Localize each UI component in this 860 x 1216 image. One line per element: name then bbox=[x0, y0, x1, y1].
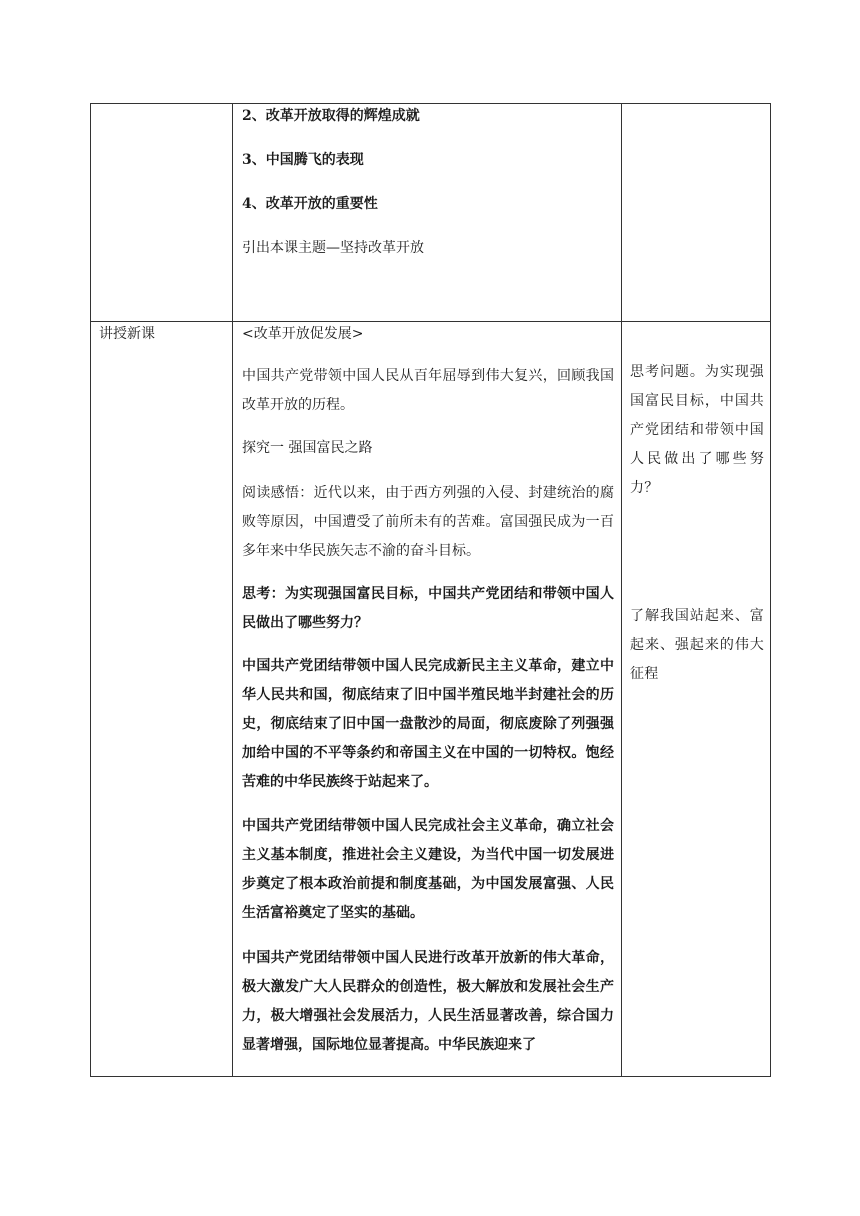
table-row bbox=[91, 322, 771, 1077]
outline-item: 3、中国腾飞的表现 bbox=[242, 152, 364, 168]
question-paragraph: 思考：为实现强国富民目标，中国共产党团结和带领中国人民做出了哪些努力？ bbox=[242, 586, 614, 631]
reading-paragraph: 阅读感悟：近代以来，由于西方列强的入侵、封建统治的腐败等原因，中国遭受了前所未有的苦难。富国强民成为一百多年来中华民族矢志不渝的奋斗目标。 bbox=[242, 485, 614, 559]
topic-intro: 引出本课主题—坚持改革开放 bbox=[242, 240, 424, 256]
intent-note: 思考问题。为实现强国富民目标，中国共产党团结和带领中国人民做出了哪些努力？ bbox=[630, 364, 764, 496]
stage-cell bbox=[91, 322, 233, 1077]
lesson-plan-table bbox=[90, 103, 771, 1077]
answer-paragraph: 中国共产党团结带领中国人民完成社会主义革命，确立社会主义基本制度，推进社会主义建设，为当代中国一切发展进步奠定了根本政治前提和制度基础，为中国发展富强、人民生活富裕奠定了坚实的基础。 bbox=[242, 818, 614, 921]
outline-item: 2、改革开放取得的辉煌成就 bbox=[242, 108, 420, 124]
answer-paragraph: 中国共产党团结带领中国人民进行改革开放新的伟大革命，极大激发广大人民群众的创造性，极大解放和发展社会生产力，极大增强社会发展活力，人民生活显著改善，综合国力显著增强，国际地位显著提高。中华民族迎来了 bbox=[242, 950, 614, 1053]
section-heading: <改革开放促发展> bbox=[242, 326, 364, 342]
content-cell bbox=[233, 104, 622, 322]
outline-item: 4、改革开放的重要性 bbox=[242, 196, 378, 212]
content-cell bbox=[233, 322, 622, 1077]
stage-cell bbox=[91, 104, 233, 322]
paragraph: 中国共产党带领中国人民从百年屈辱到伟大复兴，回顾我国改革开放的历程。 bbox=[242, 368, 614, 413]
intent-cell bbox=[622, 322, 771, 1077]
intent-cell bbox=[622, 104, 771, 322]
intent-note: 了解我国站起来、富起来、强起来的伟大征程 bbox=[630, 608, 764, 682]
stage-label: 讲授新课 bbox=[99, 326, 155, 342]
table-row bbox=[91, 104, 771, 322]
explore-heading: 探究一 强国富民之路 bbox=[242, 440, 373, 456]
answer-paragraph: 中国共产党团结带领中国人民完成新民主主义革命，建立中华人民共和国，彻底结束了旧中国半殖民地半封建社会的历史，彻底结束了旧中国一盘散沙的局面，彻底废除了列强强加给中国的不平等条约和帝国主义在中国的一切特权。饱经苦难的中华民族终于站起来了。 bbox=[242, 658, 614, 790]
